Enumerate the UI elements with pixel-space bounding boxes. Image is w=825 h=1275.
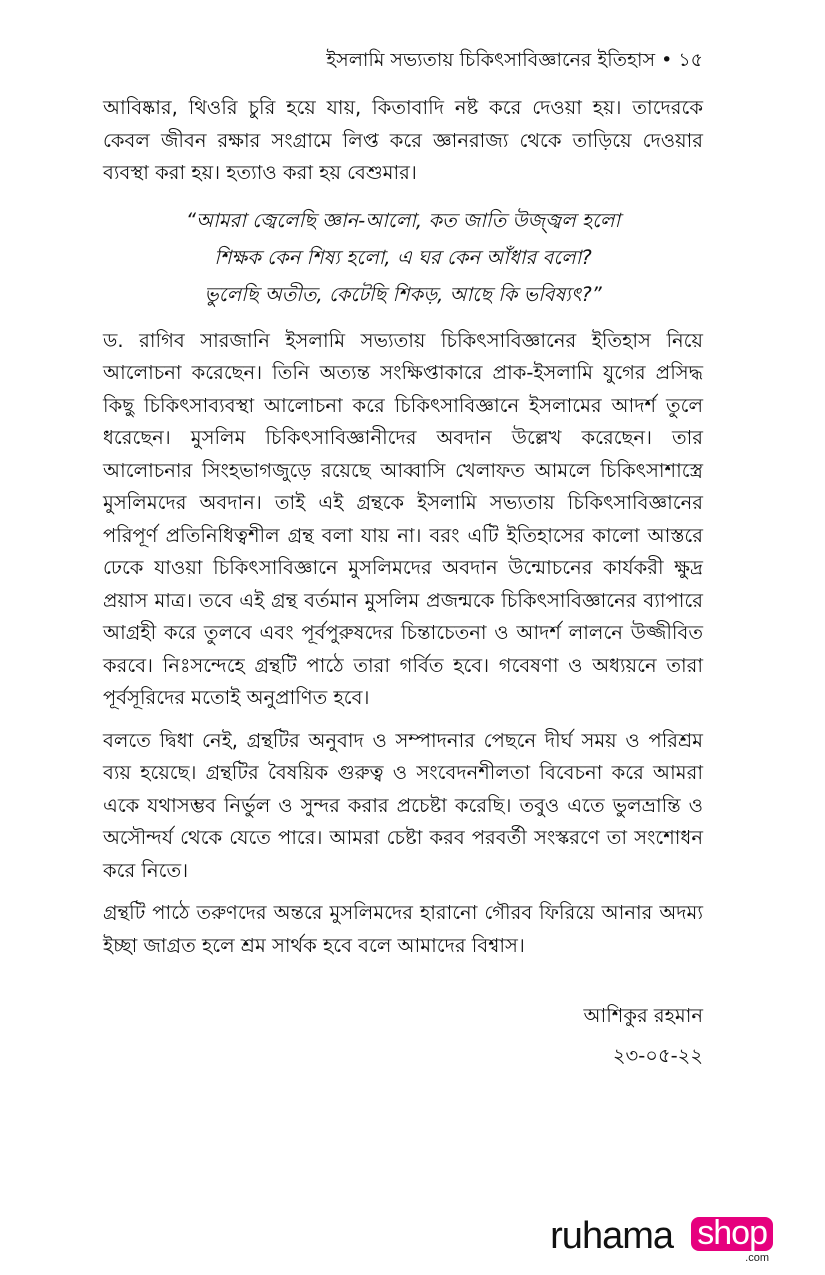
ruhamashop-logo	[550, 1214, 773, 1264]
poem-quote	[103, 202, 703, 313]
running-header: ইসলামি সভ্যতায় চিকিৎসাবিজ্ঞানের ইতিহাস • ১৫	[326, 49, 703, 71]
poem-line: শিক্ষক কেন শিষ্য হলো, এ ঘর কেন আঁধার বলো?	[214, 245, 592, 269]
paragraph-book-overview: ড. রাগিব সারজানি ইসলামি সভ্যতায় চিকিৎসাবিজ্ঞানের ইতিহাস নিয়ে আলোচনা করেছেন। তিনি অত্যন্ত সংক্ষিপ্তাকারে প্রাক-ইসলামি যুগের প্রসিদ্ধ কিছু চিকিৎসাব্যবস্থা আলোচনা করে চিকিৎসাবিজ্ঞানে ইসলামের আদর্শ তুলে ধরেছেন। মুসলিম চিকিৎসাবিজ্ঞানীদের অবদান উল্লেখ করেছেন। তার আলোচনার সিংহভাগজুড়ে রয়েছে আব্বাসি খেলাফত আমলে চিকিৎসাশাস্ত্রে মুসলিমদের অবদান। তাই এই গ্রন্থকে ইসলামি সভ্যতায় চিকিৎসাবিজ্ঞানের পরিপূর্ণ প্রতিনিধিত্বশীল গ্রন্থ বলা যায় না। বরং এটি ইতিহাসের কালো আস্তরে ঢেকে যাওয়া চিকিৎসাবিজ্ঞানে মুসলিমদের অবদান উন্মোচনের কার্যকরী ক্ষুদ্র প্রয়াস মাত্র। তবে এই গ্রন্থ বর্তমান মুসলিম প্রজন্মকে চিকিৎসাবিজ্ঞানের ব্যাপারে আগ্রহী করে তুলবে এবং পূর্বপুরুষদের চিন্তাচেতনা ও আদর্শ লালনে উজ্জীবিত করবে। নিঃসন্দেহে গ্রন্থটি পাঠে তারা গর্বিত হবে। গবেষণা ও অধ্যয়নে তারা পূর্বসূরিদের মতোই অনুপ্রাণিত হবে।	[103, 328, 703, 709]
paragraph-translation-note: বলতে দ্বিধা নেই, গ্রন্থটির অনুবাদ ও সম্পাদনার পেছনে দীর্ঘ সময় ও পরিশ্রম ব্যয় হয়েছে। গ্রন্থটির বৈষয়িক গুরুত্ব ও সংবেদনশীলতা বিবেচনা করে আমরা একে যথাসম্ভব নির্ভুল ও সুন্দর করার প্রচেষ্টা করেছি। তবুও এতে ভুলভ্রান্তি ও অসৌন্দর্য থেকে যেতে পারে। আমরা চেষ্টা করব পরবর্তী সংস্করণে তা সংশোধন করে নিতে।	[103, 728, 703, 882]
paragraph-intro: আবিষ্কার, থিওরি চুরি হয়ে যায়, কিতাবাদি নষ্ট করে দেওয়া হয়। তাদেরকে কেবল জীবন রক্ষার সংগ্রামে লিপ্ত করে জ্ঞানরাজ্য থেকে তাড়িয়ে দেওয়ার ব্যবস্থা করা হয়। হত্যাও করা হয় বেশুমার।	[103, 96, 703, 184]
logo-text-shop: shop	[691, 1217, 773, 1251]
signature-block	[103, 996, 703, 1076]
page-body	[103, 92, 703, 1076]
paragraph-closing: গ্রন্থটি পাঠে তরুণদের অন্তরে মুসলিমদের হারানো গৌরব ফিরিয়ে আনার অদম্য ইচ্ছা জাগ্রত হলে শ্রম সার্থক হবে বলে আমাদের বিশ্বাস।	[103, 901, 703, 957]
signature-date: ২৩-০৫-২২	[612, 1044, 703, 1067]
logo-text-tld: .com	[745, 1252, 769, 1264]
poem-line: “আমরা জ্বেলেছি জ্ঞান-আলো, কত জাতি উজ্জ্বল হলো	[185, 208, 621, 232]
poem-line: ভুলেছি অতীত, কেটেছি শিকড়, আছে কি ভবিষ্যৎ?”	[204, 282, 602, 306]
logo-text-ruhama: ruhama	[550, 1215, 673, 1257]
signature-name: আশিকুর রহমান	[583, 1004, 703, 1027]
